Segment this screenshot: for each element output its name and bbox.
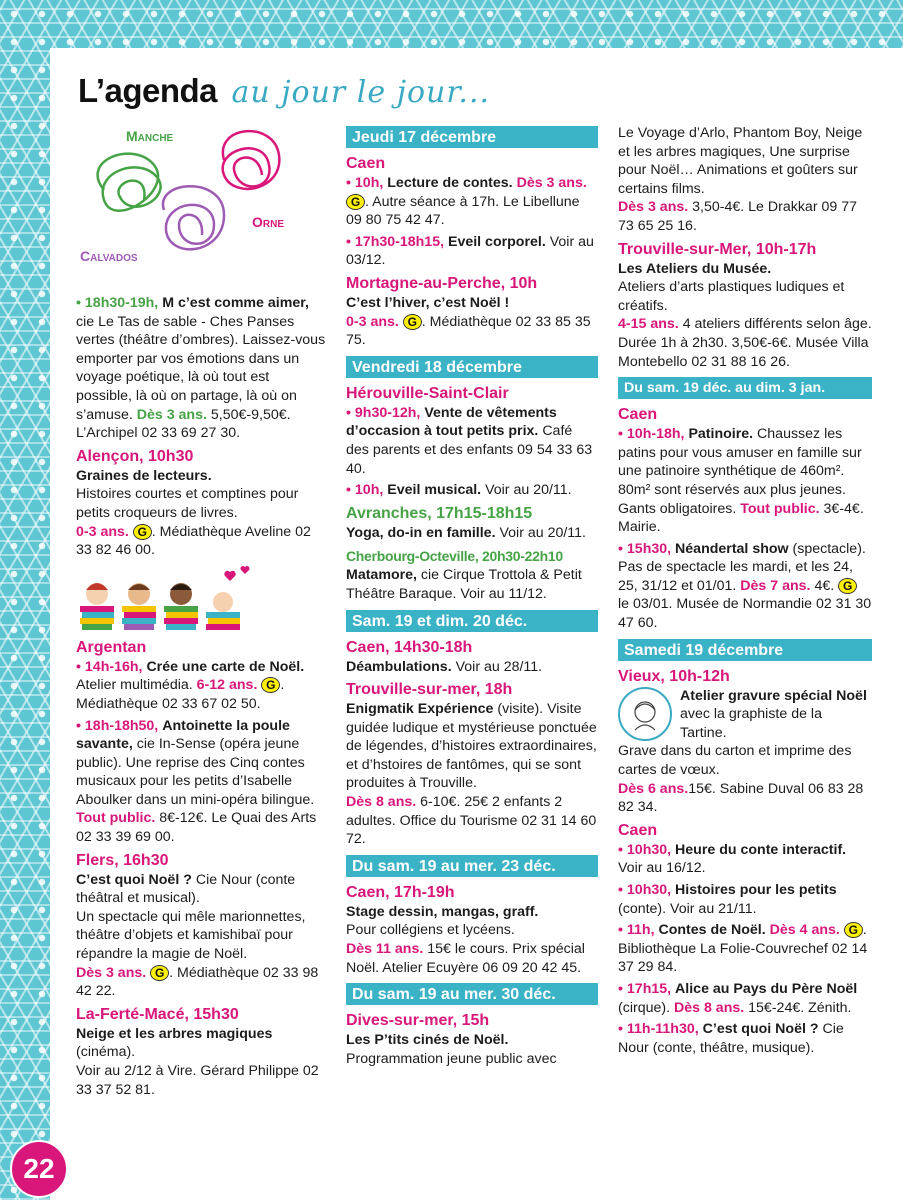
event-time: • 10h-18h, (618, 426, 685, 443)
event-title: Néandertal show (675, 540, 789, 557)
free-badge-icon: G (261, 677, 280, 693)
event-heure-du-conte (618, 841, 872, 878)
event-time: • 18h-18h50, (76, 717, 159, 734)
city-la-ferte-mace: La-Ferté-Macé, 15h30 (76, 1005, 239, 1023)
event-desc-2: Un spectacle qui mêle marionnettes, théâtre d’objets et kamishibaï pour répandre la magie de Noël. (76, 908, 306, 963)
event-atelier-gravure-details (618, 742, 872, 816)
event-time: • 17h15, (618, 980, 672, 997)
event-info: . Médiathèque Aveline 02 33 82 46 00. (76, 523, 311, 559)
avatar (618, 687, 672, 741)
event-age: 4-15 ans. (618, 316, 679, 333)
event-time: • 10h30, (618, 882, 672, 898)
event-title: C’est l’hiver, c’est Noël ! (346, 294, 510, 311)
event-ptits-cines-continued (618, 124, 872, 236)
event-info: . Bibliothèque La Folie-Couvrechef 02 14 37 29 84. (618, 922, 868, 976)
event-title: C’est quoi Noël ? (76, 871, 192, 888)
event-info: Voir au 28/11. (455, 658, 543, 675)
event-info: 8€-12€. Le Quai des Arts 02 33 39 69 00. (76, 810, 317, 846)
event-title: Vente de vêtements d’occasion à tout petits prix. (346, 404, 557, 440)
event-time: • 10h, (346, 482, 384, 499)
city-caen-5: Caen (618, 821, 658, 839)
event-lecture-contes (346, 174, 598, 230)
free-badge-icon: G (133, 524, 152, 540)
event-info: 15€-24€. Zénith. (748, 999, 852, 1016)
event-matamore (346, 566, 598, 603)
event-title: Lecture de contes. (387, 175, 513, 191)
event-desc: (spectacle). Pas de spectacle les mardi, et les 24, 25, 31/12 et 01/01. (618, 540, 866, 594)
agenda-title (78, 72, 490, 110)
event-title: Heure du conte interactif. (675, 841, 847, 858)
orne-scribble (223, 131, 280, 189)
map-label-calvados: Calvados (80, 248, 138, 264)
event-desc: Chaussez les patins pour vous amuser en famille sur une patinoire synthétique de 460m². 80m² sont réservés aux plus jeunes. Gants obligatoires. (618, 426, 862, 517)
event-age: Dès 11 ans. (346, 941, 424, 958)
event-neandertal (618, 540, 872, 633)
city-trouville: Trouville-sur-mer, 18h (346, 681, 513, 699)
event-info: . Médiathèque 02 33 85 35 75. (346, 313, 591, 349)
event-contes-noel (618, 921, 872, 977)
event-desc: cie Le Tas de sable - Ches Panses vertes (théâtre d’ombres). Laissez-vous emporter par vos émotions dans un voyage poétique, là où tout est possible, là où on partage, là où on s’amuse. (76, 313, 326, 423)
event-eveil-musical (346, 481, 598, 500)
event-desc: Atelier multimédia. (76, 677, 193, 694)
event-info: 4€. (814, 577, 835, 594)
event-graines-de-lecteurs (76, 467, 328, 560)
event-title: Matamore, (346, 567, 417, 584)
column-1 (76, 294, 328, 1102)
event-age: 0-3 ans. (346, 313, 399, 330)
event-title: M c’est comme aimer, (162, 295, 309, 311)
event-age: Dès 7 ans. (740, 577, 811, 594)
event-info: . Médiathèque 02 33 67 02 50. (76, 677, 285, 712)
event-title: Les Ateliers du Musée. (618, 260, 772, 277)
event-time: • 10h, (346, 175, 384, 191)
city-argentan: Argentan (76, 638, 147, 656)
event-desc: (visite). Visite guidée ludique et mystérieuse ponctuée de légendes, d’histoires extraordinaires, et d’hstoires de fantômes, qui se sont produites à Trouville. (346, 701, 597, 792)
event-time: • 11h, (618, 922, 655, 939)
map-label-manche: Manche (126, 128, 174, 144)
event-title: Neige et les arbres magiques (76, 1025, 273, 1042)
event-patinoire (618, 425, 872, 537)
event-desc: Programmation jeune public avec (346, 1050, 557, 1067)
event-info: cie Cirque Trottola & Petit Théâtre Baraque. Voir au 11/12. (346, 567, 582, 602)
event-yoga (346, 524, 598, 543)
event-info: Voir au 20/11. (499, 524, 586, 541)
free-badge-icon: G (403, 314, 422, 330)
city-herouville: Hérouville-Saint-Clair (346, 384, 509, 402)
event-age: Dès 6 ans. (618, 780, 689, 797)
event-info: 15€. Sabine Duval 06 83 28 82 34. (618, 780, 864, 816)
event-desc: cie In-Sense (opéra jeune public). Une reprise des Cinq contes musicaux pour les petits d’Isabelle Aboulker dans un mini-opéra bilingue. (76, 736, 315, 808)
event-enigmatik (346, 700, 598, 849)
title-script: au jour le jour... (231, 75, 491, 110)
event-age: 6-12 ans. (196, 677, 258, 694)
event-cest-quoi-noel (76, 871, 328, 1001)
avatar-face-icon (625, 694, 665, 734)
event-age: Dès 3 ans. (618, 199, 689, 216)
event-info: . Autre séance à 17h. Le Libellune 09 80 75 42 47. (346, 193, 580, 229)
calvados-scribble (163, 186, 224, 249)
event-info: 4 ateliers différents selon âge. Durée 1h à 2h30. 3,50€-6€. Musée Villa Montebello 02 31 88 16 26. (618, 316, 872, 370)
free-badge-icon: G (150, 965, 169, 981)
event-desc: avec la graphiste de la Tartine. (680, 706, 822, 741)
event-time: • 11h-11h30, (618, 1021, 699, 1038)
event-desc: Histoires courtes et comptines pour petits croqueurs de livres. (76, 486, 299, 521)
event-desc: (cinéma). (76, 1044, 136, 1061)
event-desc: (cirque). (618, 999, 671, 1016)
event-info: Voir au 16/12. (618, 860, 706, 877)
manche-scribble (98, 154, 161, 211)
page (50, 48, 903, 1200)
children-books-illustration (76, 566, 256, 630)
city-caen-3: Caen, 17h-19h (346, 883, 455, 901)
event-alice (618, 980, 872, 1017)
event-time: • 15h30, (618, 540, 672, 557)
event-ateliers-musee (618, 260, 872, 372)
event-eveil-corporel (346, 233, 598, 270)
event-title: Yoga, do-in en famille. (346, 524, 496, 541)
event-info: 6-10€. 25€ 2 enfants 2 adultes. Office du Tourisme 02 31 14 60 72. (346, 794, 597, 848)
city-avranches: Avranches, 17h15-18h15 (346, 504, 533, 522)
department-map (74, 120, 314, 280)
event-title: Eveil corporel. (447, 233, 546, 250)
free-badge-icon: G (844, 922, 863, 938)
title-main: L’agenda (78, 72, 218, 109)
event-antoinette (76, 717, 328, 847)
event-info: (conte). Voir au 21/11. (618, 900, 757, 917)
event-age: Dès 3 ans. (516, 175, 587, 191)
event-deambulations (346, 658, 598, 677)
event-info-2: le 03/01. Musée de Normandie 02 31 30 47 60. (618, 596, 872, 632)
event-desc: Le Voyage d’Arlo, Phantom Boy, Neige et les arbres magiques, Une surprise pour Noël… Animations et goûters sur certains films. (618, 125, 863, 197)
event-info: Voir au 03/12. (346, 233, 594, 269)
free-badge-icon: G (346, 194, 365, 210)
event-time: • 17h30-18h15, (346, 233, 445, 250)
event-cree-une-carte (76, 658, 328, 714)
event-neige-arbres (76, 1025, 328, 1099)
page-number: 22 (10, 1140, 68, 1198)
event-desc-2: Voir au 2/12 à Vire. Gérard Philippe 02 33 37 52 81. (76, 1063, 319, 1098)
event-desc: Cie Nour (conte théâtral et musical). (76, 871, 296, 907)
event-info: Voir au 20/11. (485, 482, 572, 499)
column-2 (346, 120, 598, 1071)
event-title: Déambulations. (346, 658, 452, 675)
city-trouville-2: Trouville-sur-Mer, 10h-17h (618, 240, 817, 258)
event-desc-2: Grave dans du carton et imprime des cartes de vœux. (618, 743, 852, 779)
event-title: Les P’tits cinés de Noël. (346, 1032, 509, 1049)
city-flers: Flers, 16h30 (76, 851, 169, 869)
event-time: • 14h-16h, (76, 658, 143, 675)
event-time: • 9h30-12h, (346, 404, 421, 421)
date-band-samedi-19: Samedi 19 décembre (618, 639, 872, 661)
date-band-jeudi-17: Jeudi 17 décembre (346, 126, 598, 148)
event-info: 3€-4€. Mairie. (618, 500, 864, 536)
event-title: Antoinette la poule savante, (76, 717, 290, 753)
event-histoires-petits (618, 881, 872, 918)
event-title: Patinoire. (688, 426, 754, 443)
event-info: Cie Nour (conte, théâtre, musique). (618, 1021, 844, 1056)
event-title: Enigmatik Expérience (346, 701, 494, 718)
column-3 (618, 124, 872, 1060)
event-age: Dès 8 ans. (346, 794, 417, 811)
city-dives: Dives-sur-mer, 15h (346, 1012, 490, 1030)
event-time: • 18h30-19h, (76, 295, 159, 311)
city-caen-4: Caen (618, 406, 658, 424)
city-caen: Caen (346, 155, 386, 172)
event-cest-lhiver (346, 294, 598, 350)
event-ptits-cines (346, 1031, 598, 1068)
event-desc: Pour collégiens et lycéens. (346, 922, 515, 939)
date-band-19-dec-3-jan: Du sam. 19 déc. au dim. 3 jan. (618, 377, 872, 399)
event-title: Crée une carte de Noël. (146, 658, 305, 675)
event-stage-dessin (346, 903, 598, 977)
event-age: 0-3 ans. (76, 523, 129, 540)
event-age: Tout public. (76, 810, 156, 827)
event-time: • 10h30, (618, 841, 672, 858)
event-title: Contes de Noël. (658, 922, 766, 939)
event-info: . Médiathèque 02 33 98 42 22. (76, 964, 319, 1000)
city-mortagne: Mortagne-au-Perche, 10h (346, 274, 538, 292)
city-alencon: Alençon, 10h30 (76, 447, 194, 465)
free-badge-icon: G (838, 578, 857, 594)
date-band-sam-19-mer-30: Du sam. 19 au mer. 30 déc. (346, 983, 598, 1005)
event-age: Dès 3 ans. (76, 964, 147, 981)
date-band-sam-19-dim-20: Sam. 19 et dim. 20 déc. (346, 610, 598, 632)
event-title: Atelier gravure spécial Noël (680, 687, 867, 704)
event-info: 15€ le cours. Prix spécial Noël. Atelier Ecuyère 06 09 20 42 45. (346, 941, 585, 976)
event-title: Alice au Pays du Père Noël (675, 980, 858, 997)
event-age: Tout public. (740, 500, 820, 517)
event-age: Dès 3 ans. (136, 406, 207, 423)
event-m-cest-comme-aimer (76, 294, 328, 443)
map-label-orne: Orne (252, 214, 285, 230)
event-desc: Ateliers d’arts plastiques ludiques et créatifs. (618, 279, 845, 314)
city-caen-2: Caen, 14h30-18h (346, 638, 473, 656)
event-cest-quoi-noel-2 (618, 1020, 872, 1057)
city-vieux: Vieux, 10h-12h (618, 667, 730, 685)
event-title: Eveil musical. (387, 482, 482, 499)
event-info: 3,50-4€. Le Drakkar 09 77 73 65 25 16. (618, 199, 857, 234)
event-vente-vetements (346, 404, 598, 478)
date-band-vendredi-18: Vendredi 18 décembre (346, 356, 598, 378)
event-atelier-gravure (618, 687, 872, 743)
event-title: Histoires pour les petits (675, 882, 837, 898)
event-info: 5,50€-9,50€. L’Archipel 02 33 69 27 30. (76, 406, 291, 442)
city-cherbourg: Cherbourg-Octeville, 20h30-22h10 (346, 548, 563, 565)
event-title: Graines de lecteurs. (76, 467, 212, 484)
event-info: Café des parents et des enfants 09 54 33 63 40. (346, 423, 593, 477)
event-age: Dès 8 ans. (674, 999, 745, 1016)
event-title: C’est quoi Noël ? (702, 1021, 819, 1038)
event-age: Dès 4 ans. (769, 922, 840, 939)
event-title: Stage dessin, mangas, graff. (346, 903, 539, 920)
date-band-sam-19-mer-23: Du sam. 19 au mer. 23 déc. (346, 855, 598, 877)
